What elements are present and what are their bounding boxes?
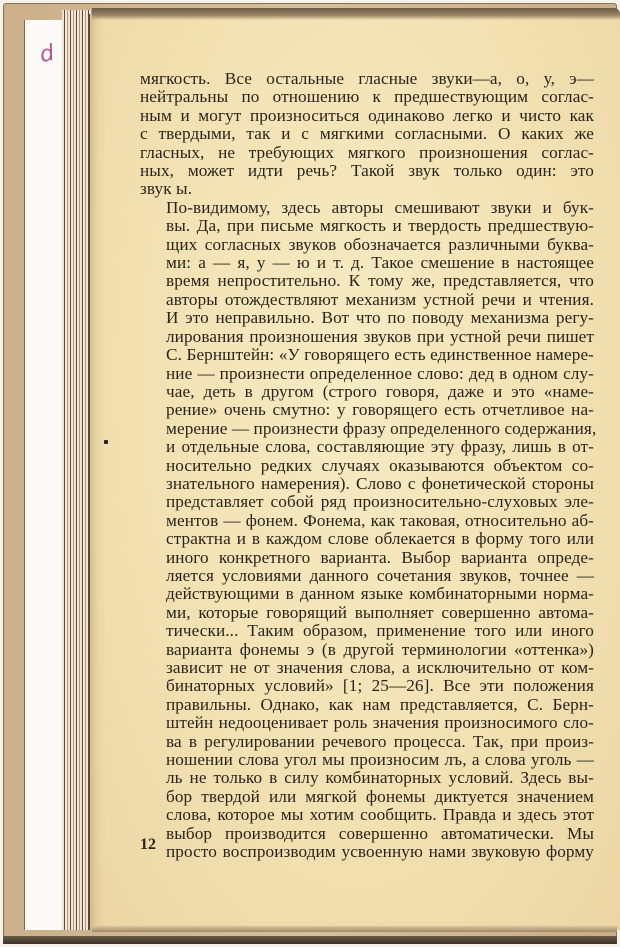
text-line: просто воспроизводим усвоенную нами звуковую форму — [166, 842, 594, 862]
text-line: ментов — фонем. Фонема, как таковая, относительно аб- — [166, 510, 594, 530]
text-line: и отдельные слова, составляющие эту фразу, лишь в от- — [166, 437, 594, 457]
text-line: бор твердой или мягкой фонемы диктуется значением — [166, 786, 594, 806]
body-text — [140, 69, 597, 862]
text-line: ва в регулировании речевого процесса. Так, при произ- — [166, 731, 594, 751]
cover-inner-gap — [24, 20, 65, 930]
text-line: ных, может идти речь? Такой звук только один: это — [140, 161, 594, 181]
text-line: знательного намерения). Слово с фонетической стороны — [166, 473, 594, 493]
text-line: ми, которые говорящий выполняет совершенно автома- — [166, 602, 594, 622]
page-number: 12 — [140, 836, 156, 853]
text-line: ль не только в силу комбинаторных условий. Здесь вы- — [166, 768, 594, 788]
text-line: мерение — произнести фразу определенного содержания, — [166, 418, 597, 438]
text-line: варианта фонемы э (в другой терминологии «оттенка») — [166, 639, 594, 659]
text-line: вы. Да, при письме мягкость и твердость предшествую- — [166, 216, 594, 236]
text-line: тически... Таким образом, применение того или иного — [166, 621, 594, 641]
text-line: страктна и в каждом слове облекается в форму того или — [166, 529, 594, 549]
text-line: ным и могут произноситься одинаково легко и чисто как — [140, 105, 594, 125]
text-line: иного конкретного варианта. Выбор варианта опреде- — [166, 547, 594, 567]
text-line: слова, которое мы хотим сообщить. Правда и здесь этот — [166, 805, 594, 825]
stray-ink-dot — [104, 440, 108, 444]
text-line: действующими в данном языке комбинаторными норма- — [166, 584, 594, 604]
text-line: авторы отождествляют механизм устной речи и чтения. — [166, 289, 594, 309]
text-line: По-видимому, здесь авторы смешивают звуки и бук- — [166, 197, 594, 217]
text-line: время непростительно. К тому же, представляется, что — [166, 271, 594, 291]
page-top-shadow — [92, 8, 620, 20]
text-line: штейн недооценивает роль значения произносимого сло- — [166, 713, 594, 733]
text-line: выбор производится совершенно автоматически. Мы — [166, 823, 594, 843]
text-line: ношении слова угол мы произносим лъ, а слова уголь — — [166, 750, 594, 770]
text-line: зависит не от значения слова, а исключительно от ком- — [166, 658, 594, 677]
text-line: бинаторных условий» [1; 25—26]. Все эти положения — [166, 676, 594, 696]
text-line: нейтральны по отношению к предшествующим соглас- — [140, 87, 594, 107]
text-line: звук ы. — [140, 179, 193, 199]
page-bottom-edge — [92, 926, 617, 932]
cover-bottom-edge — [3, 936, 617, 944]
text-line: рение» очень смутно: у говорящего есть отчетливое на- — [166, 400, 594, 420]
text-line: правильны. Однако, как нам представляется, С. Берн- — [166, 694, 594, 714]
text-line: лирования произношения звуков при устной речи пишет — [166, 326, 594, 346]
text-line: ми: а — я, у — ю и т. д. Такое смешение в настоящее — [166, 253, 594, 273]
margin-ink-mark: d — [37, 40, 57, 69]
text-line: с твердыми, так и с мягкими согласными. О каких же — [140, 124, 594, 144]
text-line: чае, деть в другом (строго говоря, даже и это «наме- — [166, 381, 594, 401]
text-line: щих согласных звуков обозначается различными буква- — [166, 234, 594, 254]
paragraph-1 — [140, 70, 594, 199]
text-line: носительно редких случаях оказываются объектом со- — [166, 455, 594, 475]
text-line: ляется условиями данного сочетания звуков, точнее — — [166, 565, 594, 585]
paragraph-2 — [140, 197, 597, 862]
text-line: С. Бернштейн: «У говорящего есть единственное намере- — [166, 345, 594, 365]
text-line: мягкость. Все остальные гласные звуки—а, о, у, э— — [140, 69, 594, 88]
text-line: гласных, не требующих мягкого произношения соглас- — [140, 142, 594, 162]
text-line: ние — произнести определенное слово: дед в одном слу- — [166, 363, 594, 383]
text-line: представляет собой ряд произносительно-слуховых эле- — [166, 492, 594, 512]
text-line: И это неправильно. Вот что по поводу механизма регу- — [166, 308, 594, 328]
